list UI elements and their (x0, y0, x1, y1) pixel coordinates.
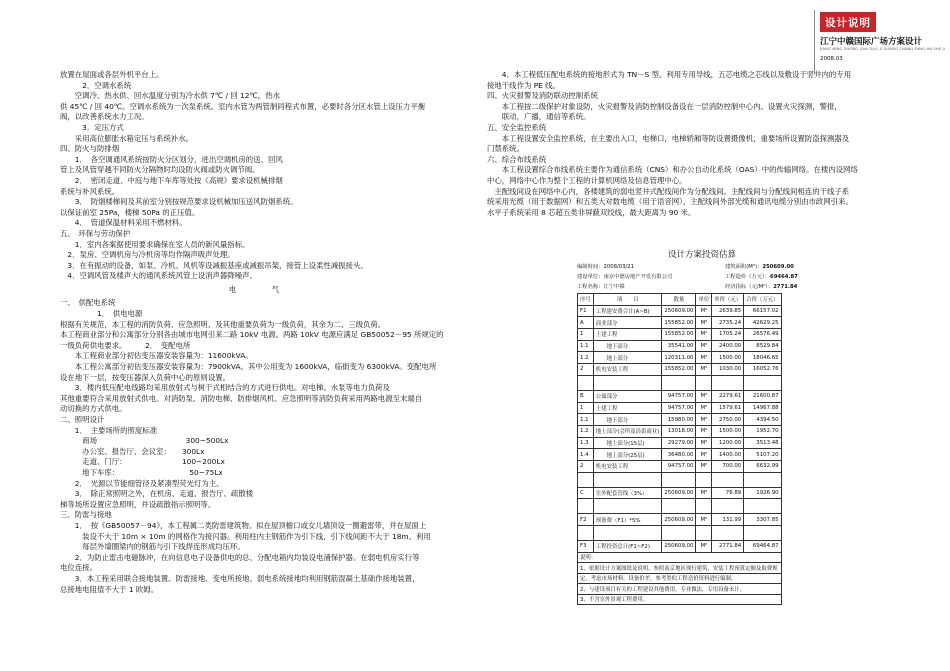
text-line: 每层外墙圈梁内的钢筋与引下线焊连形成均压环。 (60, 542, 245, 552)
table-cell: 700.00 (712, 460, 744, 472)
table-cell: M² (696, 305, 712, 317)
table-cell: 1579.61 (712, 402, 744, 414)
table-cell: 1200.00 (712, 437, 744, 449)
table-cell: M² (696, 414, 712, 426)
table-cell: 单价（元） (712, 294, 744, 306)
table-cell: A (578, 317, 594, 329)
table-cell: 地下部分 (593, 340, 662, 352)
table-cell (593, 375, 662, 390)
text-line: 其他重要符合采用放射式供电。对消防泵、消防电梯、防排烟风机、应急照明等消防负荷采用两路电源至末端自 (60, 393, 423, 403)
header-divider (814, 10, 815, 74)
table-row (578, 390, 782, 402)
table-cell: M² (696, 541, 712, 553)
table-cell: 1030.00 (712, 364, 744, 376)
table-cell: 2735.24 (712, 317, 744, 329)
table-cell: 250609.00 (662, 305, 696, 317)
table-cell: 地上部分(15层) (593, 437, 662, 449)
table-cell: 数量 (662, 294, 696, 306)
text-line: 地下车库： 50~75Lx (60, 467, 223, 477)
notes-label-row (578, 552, 782, 563)
table-cell: 项 目 (593, 294, 662, 306)
table-cell: 1.1 (578, 340, 594, 352)
text-line: 主配线间设在网络中心内，各楼建筑的弱电竖井式配线间作为分配线间。主配线间与分配线间相连的干线子系 (487, 186, 850, 196)
table-row (578, 514, 782, 526)
text-line: 阀，以改善系统水力工况。 (60, 112, 149, 122)
table-cell: C (578, 487, 594, 499)
table-row (578, 499, 782, 514)
text-line: 管上及风管穿越不同防火分隔物时均设防火阀或防火调节阀。 (60, 165, 260, 175)
text-line: 3．本工程采用联合接地装置。防雷接地、变电所接地、弱电系统接地均利用钢筋混凝土基础作接地装置， (60, 573, 420, 583)
table-cell: M² (696, 514, 712, 526)
table-cell: 1.4 (578, 449, 594, 461)
text-line: 4．本工程低压配电系统的接地形式为 TN－S 型。利用专用导线，五芯电缆之芯线以及敷设于竖井内的专用 (487, 70, 852, 79)
table-cell: 商业部分 (593, 317, 662, 329)
estimate-index-label (725, 282, 797, 290)
table-cell: 2771.84 (712, 541, 744, 553)
estimate-date: 编制时间：2008/03/21 (577, 264, 635, 270)
table-cell: 2750.00 (712, 414, 744, 426)
table-row (578, 472, 782, 487)
text-line: 接地干线作为 PE 线。 (487, 80, 560, 90)
table-cell: 1.1 (578, 414, 594, 426)
table-cell (696, 375, 712, 390)
text-line: 3．楼内低压配电线路均采用放射式与树干式相结合的方式进行供电。对电梯、水泵等电力负荷及 (60, 383, 390, 393)
text-line: 本工程商业部分和公寓部分分别各由城市电网引来二路 10kV 电源。两路 10kV 电源应满足 GB50052－95 所规定的 (60, 330, 444, 340)
text-line: 以保证前室 25Pa，楼梯 50Pa 的正压值。 (60, 207, 200, 217)
table-cell: 序号 (578, 294, 594, 306)
table-row (578, 329, 782, 341)
table-cell: 公寓部分 (593, 390, 662, 402)
table-cell: 94757.00 (662, 390, 696, 402)
table-cell: B (578, 390, 594, 402)
text-line: 六、综合布线系统 (487, 154, 547, 164)
table-cell: 合价（万元） (744, 294, 781, 306)
table-cell: M² (696, 460, 712, 472)
table-cell: 69464.87 (744, 541, 781, 553)
text-line: 五、 环保与劳动保护 (60, 228, 131, 238)
table-cell: 26576.49 (744, 329, 781, 341)
cost-label: 工程造价（万元）： (725, 274, 771, 280)
table-cell: 35541.00 (662, 340, 696, 352)
text-line: 2．泵房、空调机房与冷机房等均作隔声吸声处理。 (60, 250, 235, 260)
text-line: 1． 主要场所的照度标准 (60, 425, 158, 435)
project-title-pinyin: JIANG NING ZHONG GAN GUO JI GUANG CHANG FANG AN SHE JI (820, 47, 946, 51)
note-row (578, 563, 782, 574)
table-cell: M² (696, 317, 712, 329)
table-cell (696, 499, 712, 514)
table-cell: 155852.00 (662, 317, 696, 329)
table-cell: 155852.00 (662, 364, 696, 376)
table-cell (578, 526, 594, 541)
table-cell (662, 499, 696, 514)
text-line: 商场 300~500Lx (60, 436, 229, 446)
text-line: 4． 管道保温材料采用不燃材料。 (60, 218, 187, 228)
table-cell: 1400.00 (712, 449, 744, 461)
table-row (578, 437, 782, 449)
estimate-cost-label (725, 272, 798, 280)
text-line: 装设不大于 10m × 10m 的网格作为接闪器。利用柱内主钢筋作为引下线，引下线间距不大于 18m。利用 (60, 531, 431, 541)
table-cell: 1705.24 (712, 329, 744, 341)
text-line: 2．空调水系统 (60, 80, 132, 90)
table-cell: 地上部分 (593, 352, 662, 364)
table-cell: 3307.85 (744, 514, 781, 526)
text-line: 四、火灾报警及消防联动控制系统 (487, 91, 598, 101)
text-line: 3． 除正常照明之外，在机房、走道、报告厅、疏散楼 (60, 489, 254, 499)
table-cell (744, 499, 781, 514)
table-cell: 土建工程 (593, 329, 662, 341)
text-line: 2． 光源以节能细管径及紧凑型荧光灯为主。 (60, 478, 224, 488)
table-cell (662, 375, 696, 390)
text-line: 动切换的方式供电。 (60, 404, 127, 414)
table-cell: M² (696, 449, 712, 461)
estimate-area-label (725, 262, 794, 270)
text-line: 门禁系统。 (487, 144, 524, 154)
table-cell: 1.3 (578, 437, 594, 449)
text-line: 1．室内各案据使用要求确保在室人员的新风量指标。 (60, 239, 250, 249)
text-line: 系统与补风系统。 (60, 186, 120, 196)
text-line: 空调冷、热水供、回水温度分别为冷水供 7℃ / 回 12℃，热水 (60, 91, 280, 101)
table-cell: M² (696, 390, 712, 402)
note-row (578, 584, 782, 595)
estimate-table (577, 293, 782, 605)
table-cell: 36480.00 (662, 449, 696, 461)
table-cell: 94757.00 (662, 460, 696, 472)
table-row (578, 340, 782, 352)
text-line: 电位连接。 (60, 563, 97, 573)
table-cell: 76.89 (712, 487, 744, 499)
note-text: 3、不含室外景观工程费用。 (578, 594, 782, 605)
table-cell: 250609.00 (662, 487, 696, 499)
text-line: 3．定压方式 (60, 122, 124, 132)
table-cell: 地上部分(会所及沿街商业) (593, 425, 662, 437)
table-cell (662, 526, 696, 541)
table-cell: 1952.70 (744, 425, 781, 437)
text-line: 一级负荷供电要求。 2． 变配电所 (60, 340, 191, 350)
table-cell: 预备费（F1）*5% (593, 514, 662, 526)
table-cell (593, 499, 662, 514)
table-cell: M² (696, 329, 712, 341)
table-cell: 155852.00 (662, 329, 696, 341)
text-line: 总接地电阻值不大于 1 欧姆。 (60, 584, 159, 594)
table-cell: 机电安装工程 (593, 364, 662, 376)
estimate-name: 工程名称：江宁中赣 (577, 284, 625, 290)
table-row (578, 402, 782, 414)
table-cell: 1.2 (578, 352, 594, 364)
table-cell: 单位 (696, 294, 712, 306)
table-cell (712, 526, 744, 541)
table-cell: M² (696, 364, 712, 376)
text-line: 4．空调风管及楼声大的通风系统风管上设消声器降噪声。 (60, 271, 257, 281)
table-cell (712, 499, 744, 514)
table-cell: M² (696, 402, 712, 414)
estimate-title: 设计方案投资估算 (667, 250, 736, 260)
note-text: 1、依据设计方案图纸及说明，参照南京地区现行建筑，安装工程预算定额及取费规 (578, 563, 782, 574)
table-cell: 1 (578, 329, 594, 341)
project-date: 2008.03 (820, 56, 843, 62)
table-cell: 250609.00 (662, 514, 696, 526)
table-row (578, 541, 782, 553)
table-cell: 2 (578, 364, 594, 376)
table-cell: 2279.61 (712, 390, 744, 402)
table-cell: M² (696, 340, 712, 352)
table-row (578, 460, 782, 472)
table-cell: M² (696, 437, 712, 449)
estimate-unit: 建设单位：南京中德房地产开发有限公司 (577, 274, 673, 280)
table-cell: 6632.99 (744, 460, 781, 472)
text-line: 三、防雷与接地 (60, 510, 112, 520)
table-row (578, 449, 782, 461)
table-cell (744, 375, 781, 390)
table-cell: F1 (578, 305, 594, 317)
table-cell: 250609.00 (662, 541, 696, 553)
left-text-column (60, 70, 462, 595)
text-line: 水平子系统采用 8 芯超五类非屏蔽双绞线，最大距离为 90 米。 (487, 207, 696, 217)
table-row (578, 352, 782, 364)
table-cell: 机电安装工程 (593, 460, 662, 472)
table-cell: 1926.90 (744, 487, 781, 499)
text-line: 放置在屋面或各层外机平台上。 (60, 70, 164, 79)
text-line: 本工程按二级保护对象设防，火灾报警及消防控制设备设在一层消防控制中心内。设置火灾探测，警报， (487, 101, 842, 111)
right-text-column (487, 70, 927, 218)
text-line: 3． 防烟楼梯间及其前室分别按规范要求设机械加压送风防烟系统。 (60, 197, 298, 207)
table-cell (593, 472, 662, 487)
table-cell (744, 526, 781, 541)
table-cell: 94757.00 (662, 402, 696, 414)
table-cell: 66157.02 (744, 305, 781, 317)
text-line: 供 45℃ / 回 40℃。空调水系统为一次泵系统。室内水管为两管制同程式布置，必要时各分区水管上设压力平衡 (60, 101, 426, 111)
text-line: 办公室、报告厅、会议室： 300Lx (60, 446, 205, 456)
table-cell (712, 472, 744, 487)
table-row (578, 526, 782, 541)
table-cell: 地上部分(25层) (593, 449, 662, 461)
table-header-row (578, 294, 782, 306)
table-cell (593, 526, 662, 541)
table-cell: 2400.00 (712, 340, 744, 352)
text-line: 四、防火与防排烟 (60, 144, 120, 154)
index-value: 2771.84 (773, 284, 798, 290)
text-line: 本工程设置安全监控系统，在主要出入口，电梯口，电梯轿厢等防设置摄像机，重要场所设置防盗探测器及 (487, 133, 850, 143)
text-line: 二、照明设计 (60, 415, 105, 424)
design-notes-badge: 设计说明 (820, 12, 876, 32)
text-line: 3．在有振动的设备，如泵、冷机、风机等设减振基座或减振吊架，接管上设柔性减振接头。 (60, 260, 368, 270)
text-line: 2．为防止雷击电磁脉冲，在向信息电子设备供电的总、分配电箱内均装设电涌保护器。在弱电机房实行等 (60, 552, 420, 562)
project-title: 江宁中赣国际广场方案设计 (820, 37, 923, 47)
text-line: 采用高位膨胀水箱定压与系统补水。 (60, 133, 194, 143)
table-cell: 18046.65 (744, 352, 781, 364)
table-cell: 2 (578, 460, 594, 472)
area-value: 250609.00 (762, 264, 794, 270)
note-row (578, 573, 782, 584)
table-cell: 5107.20 (744, 449, 781, 461)
notes-label: 说明： (578, 552, 782, 563)
area-label: 建筑面积(M²)： (725, 264, 763, 270)
table-cell: 地下部分 (593, 414, 662, 426)
note-row (578, 594, 782, 605)
text-line: 根据有关规范，本工程的消防负荷、应急照明、及其他重要负荷为一级负荷，其余为二、三级负荷。 (60, 319, 386, 329)
table-cell: 工程投资总计(F1~F2) (593, 541, 662, 553)
table-cell (578, 499, 594, 514)
table-cell: 室外配套管线（3%） (593, 487, 662, 499)
table-cell: M² (696, 425, 712, 437)
table-cell: 4394.50 (744, 414, 781, 426)
table-cell (578, 375, 594, 390)
table-cell: 2639.85 (712, 305, 744, 317)
table-cell: M² (696, 352, 712, 364)
table-row (578, 414, 782, 426)
table-cell: M² (696, 487, 712, 499)
table-cell: 29279.00 (662, 437, 696, 449)
table-cell: 42629.25 (744, 317, 781, 329)
table-cell: 1500.00 (712, 425, 744, 437)
text-line: 1． 各空调通风系统按防火分区划分，进出空调机房的送、回风 (60, 154, 283, 164)
index-label: 经济指标（元/M²）： (725, 284, 774, 290)
table-row (578, 364, 782, 376)
table-cell: 1 (578, 402, 594, 414)
table-cell: 13018.00 (662, 425, 696, 437)
text-line: 1． 按《GB50057－94》，本工程属二类防雷建筑物。拟在屋顶檐口或女儿墙顶设一圈避雷带，并在屋面上 (60, 520, 427, 530)
note-text: 2、与建设项目有关的工程建设其他费用，专业做法，专用设备未计。 (578, 584, 782, 595)
text-line: 统采用光缆（用于数据网）和五类大对数电缆（用于语音网），主配线间外部光缆和通讯电缆分别由市政网引来。 (487, 197, 853, 207)
table-cell: 120311.00 (662, 352, 696, 364)
table-cell: 3513.48 (744, 437, 781, 449)
text-line: 本工程设置综合布线系统主要作为通信系统（CNS）和办公自动化系统（OAS）中的传输网络。在楼内设网络 (487, 165, 858, 175)
table-cell: 14967.88 (744, 402, 781, 414)
text-line: 设在地下一层，按变压器深入负荷中心的原则设置。 (60, 372, 230, 382)
table-cell: 15980.00 (662, 414, 696, 426)
table-cell (578, 472, 594, 487)
table-row (578, 425, 782, 437)
text-line: 走道、门厅： 100~200Lx (60, 457, 225, 467)
table-row (578, 305, 782, 317)
table-row (578, 375, 782, 390)
text-line: 1． 供电电源 (60, 309, 143, 319)
cost-value: 69464.87 (770, 274, 798, 280)
table-cell: 21600.87 (744, 390, 781, 402)
table-cell: 1.2 (578, 425, 594, 437)
table-cell: F2 (578, 514, 594, 526)
table-cell (712, 375, 744, 390)
table-cell (696, 472, 712, 487)
note-text: 定，考虑市场材料，设备价差，参考类似工程造价资料进行编制。 (578, 573, 782, 584)
section-heading-electrical: 电 气 (228, 284, 294, 294)
table-cell: 土建工程 (593, 402, 662, 414)
table-row (578, 317, 782, 329)
text-line: 五、安全监控系统 (487, 122, 547, 132)
table-cell: 工程建安费合计(A~B) (593, 305, 662, 317)
text-line: 中心，网络中心作为整个工程的计算机网络及信息管理中心。 (487, 175, 687, 185)
text-line: 2． 密闭走道、中庭与地下车库等处按《高规》要求设机械排烟 (60, 175, 283, 185)
table-row (578, 487, 782, 499)
text-line: 本工程公寓部分初估变压器安装容量为：7900kVA。其中公用变为 1600kVA，临街变为 6300kVA。变配电所 (60, 362, 437, 372)
table-cell: 8529.84 (744, 340, 781, 352)
table-cell: 16052.76 (744, 364, 781, 376)
table-cell (662, 472, 696, 487)
text-line: 联动，广播，通信等系统。 (487, 112, 591, 122)
table-cell (744, 472, 781, 487)
table-cell: F3 (578, 541, 594, 553)
text-line: 本工程商业部分初估变压器安装容量为：11600kVA。 (60, 351, 253, 361)
text-line: 梯等场所设置应急照明，并设疏散指示照明等。 (60, 499, 216, 509)
table-cell: 131.99 (712, 514, 744, 526)
table-cell: 1500.00 (712, 352, 744, 364)
text-line: 一、 供配电系统 (60, 298, 116, 308)
table-cell (696, 526, 712, 541)
